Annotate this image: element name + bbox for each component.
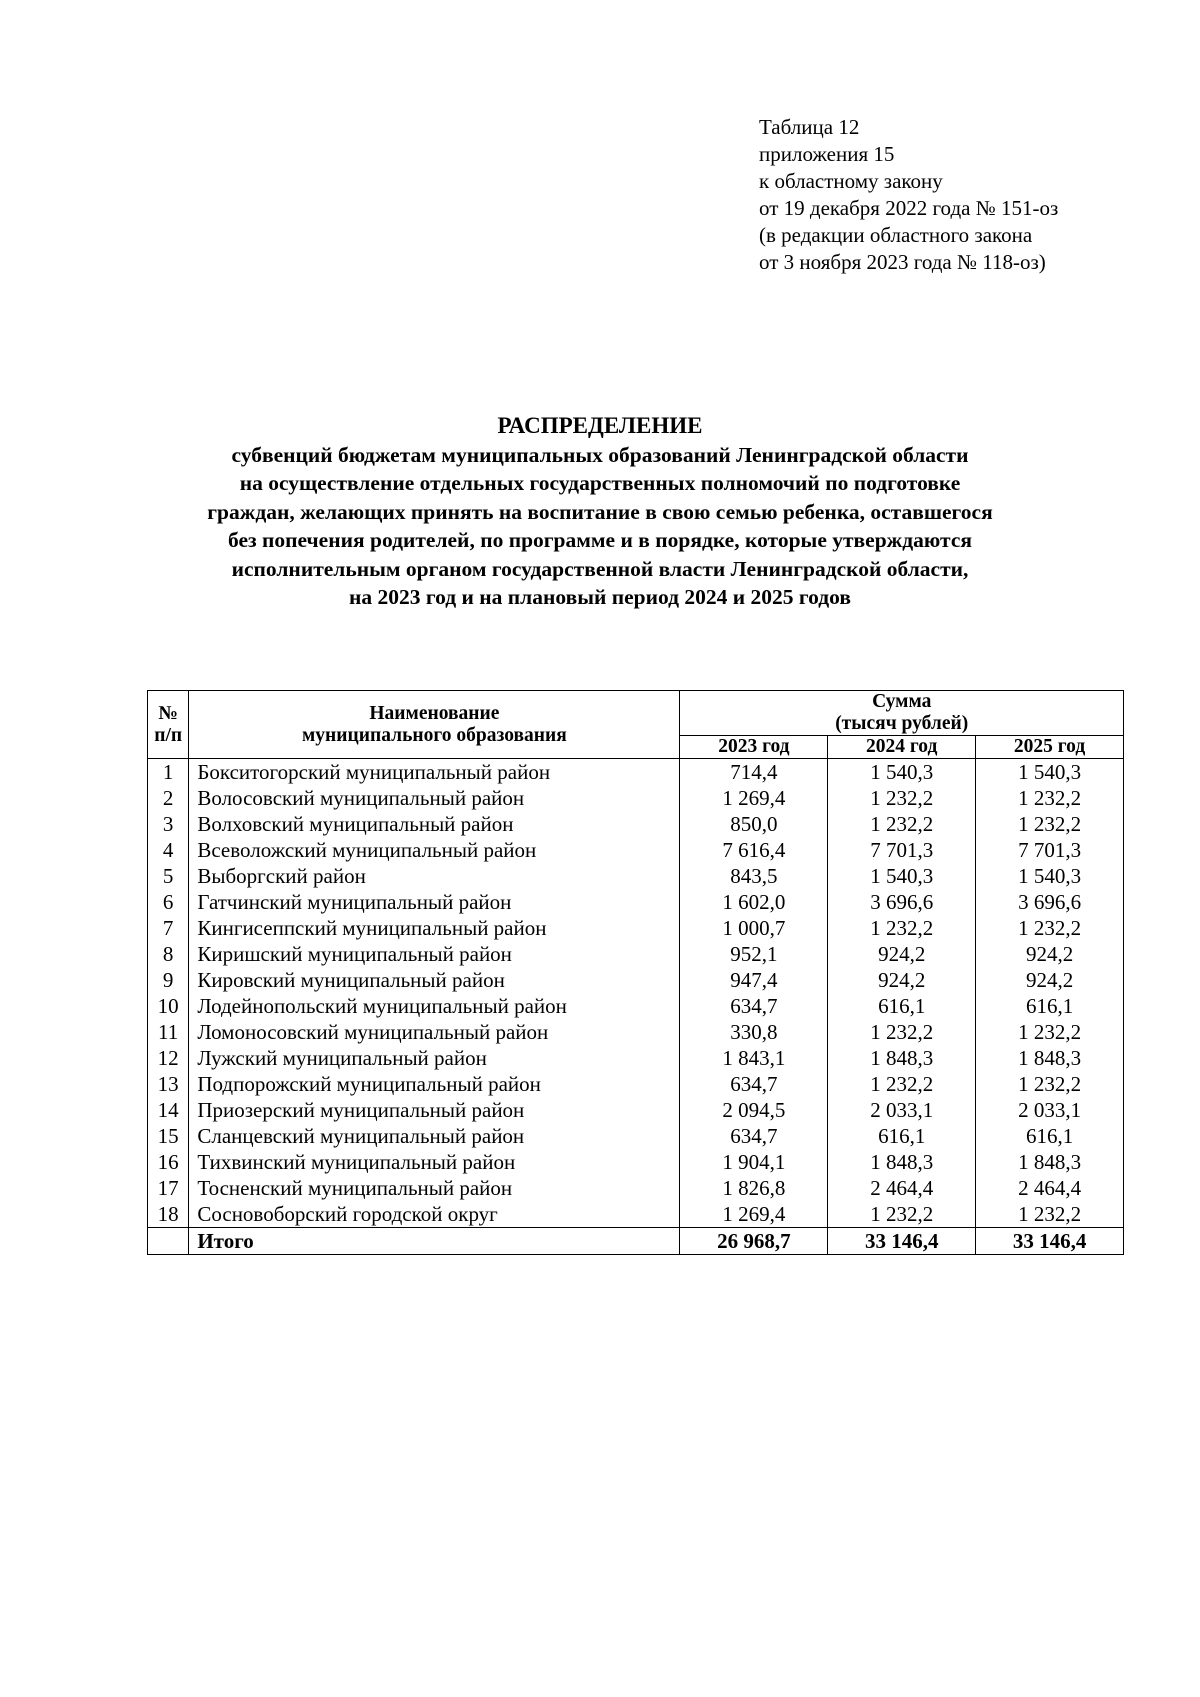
header-line: к областному закону bbox=[759, 169, 943, 193]
table-row bbox=[148, 785, 1124, 811]
row-name: Приозерский муниципальный район bbox=[189, 1097, 680, 1123]
row-name: Волховский муниципальный район bbox=[189, 811, 680, 837]
row-number: 5 bbox=[148, 863, 189, 889]
row-value-2023: 634,7 bbox=[680, 993, 828, 1019]
row-number: 3 bbox=[148, 811, 189, 837]
row-number: 13 bbox=[148, 1071, 189, 1097]
row-number: 6 bbox=[148, 889, 189, 915]
table-row bbox=[148, 915, 1124, 941]
row-value-2024: 616,1 bbox=[828, 1123, 976, 1149]
row-number: 15 bbox=[148, 1123, 189, 1149]
row-value-2024: 3 696,6 bbox=[828, 889, 976, 915]
row-value-2024: 924,2 bbox=[828, 941, 976, 967]
title-line: на осуществление отдельных государственных полномочий по подготовке bbox=[239, 471, 961, 495]
row-value-2023: 2 094,5 bbox=[680, 1097, 828, 1123]
table-body bbox=[148, 759, 1124, 1255]
total-value-2023: 26 968,7 bbox=[680, 1228, 828, 1255]
document-header bbox=[759, 114, 1058, 276]
row-value-2023: 850,0 bbox=[680, 811, 828, 837]
row-name: Кировский муниципальный район bbox=[189, 967, 680, 993]
row-value-2024: 1 232,2 bbox=[828, 915, 976, 941]
header-line: Таблица 12 bbox=[759, 115, 860, 139]
row-number: 1 bbox=[148, 759, 189, 786]
header-sum-line2: (тысяч рублей) bbox=[835, 713, 969, 734]
row-value-2023: 947,4 bbox=[680, 967, 828, 993]
row-value-2023: 952,1 bbox=[680, 941, 828, 967]
row-name: Сланцевский муниципальный район bbox=[189, 1123, 680, 1149]
row-value-2025: 3 696,6 bbox=[976, 889, 1124, 915]
row-name: Всеволожский муниципальный район bbox=[189, 837, 680, 863]
row-value-2025: 1 848,3 bbox=[976, 1045, 1124, 1071]
row-value-2023: 1 000,7 bbox=[680, 915, 828, 941]
table-row bbox=[148, 1175, 1124, 1201]
row-name: Сосновоборский городской округ bbox=[189, 1201, 680, 1228]
row-value-2024: 1 540,3 bbox=[828, 759, 976, 786]
table-row bbox=[148, 1045, 1124, 1071]
header-number-line1: № bbox=[158, 702, 178, 724]
table-row bbox=[148, 1097, 1124, 1123]
row-value-2025: 924,2 bbox=[976, 967, 1124, 993]
title-line: исполнительным органом государственной власти Ленинградской области, bbox=[231, 556, 969, 581]
row-number: 18 bbox=[148, 1201, 189, 1228]
row-number: 2 bbox=[148, 785, 189, 811]
row-number: 4 bbox=[148, 837, 189, 863]
row-value-2024: 924,2 bbox=[828, 967, 976, 993]
header-name-line2: муниципального образования bbox=[302, 724, 567, 746]
table-row bbox=[148, 837, 1124, 863]
row-name: Волосовский муниципальный район bbox=[189, 785, 680, 811]
row-value-2023: 1 269,4 bbox=[680, 785, 828, 811]
table-row bbox=[148, 967, 1124, 993]
row-name: Тихвинский муниципальный район bbox=[189, 1149, 680, 1175]
row-number: 8 bbox=[148, 941, 189, 967]
row-value-2023: 634,7 bbox=[680, 1071, 828, 1097]
table-row bbox=[148, 759, 1124, 786]
document-title bbox=[100, 412, 1100, 612]
total-value-2025: 33 146,4 bbox=[976, 1228, 1124, 1255]
row-number: 16 bbox=[148, 1149, 189, 1175]
row-value-2024: 2 464,4 bbox=[828, 1175, 976, 1201]
header-number bbox=[148, 691, 189, 759]
row-value-2023: 1 602,0 bbox=[680, 889, 828, 915]
row-name: Ломоносовский муниципальный район bbox=[189, 1019, 680, 1045]
table-row bbox=[148, 1201, 1124, 1228]
header-year-2023: 2023 год bbox=[680, 736, 828, 759]
row-name: Киришский муниципальный район bbox=[189, 941, 680, 967]
row-name: Подпорожский муниципальный район bbox=[189, 1071, 680, 1097]
row-value-2025: 1 232,2 bbox=[976, 1071, 1124, 1097]
row-value-2025: 1 232,2 bbox=[976, 1201, 1124, 1228]
header-year-2024: 2024 год bbox=[828, 736, 976, 759]
table-row bbox=[148, 1071, 1124, 1097]
table-row bbox=[148, 811, 1124, 837]
row-name: Гатчинский муниципальный район bbox=[189, 889, 680, 915]
title-line: без попечения родителей, по программе и в порядке, которые утверждаются bbox=[227, 528, 973, 552]
row-name: Кингисеппский муниципальный район bbox=[189, 915, 680, 941]
header-line: от 3 ноября 2023 года № 118-оз) bbox=[759, 250, 1046, 274]
title-main: РАСПРЕДЕЛЕНИЕ bbox=[497, 413, 703, 438]
row-name: Бокситогорский муниципальный район bbox=[189, 759, 680, 786]
row-value-2024: 1 540,3 bbox=[828, 863, 976, 889]
table-row bbox=[148, 863, 1124, 889]
row-value-2024: 1 232,2 bbox=[828, 1071, 976, 1097]
header-sum-line1: Сумма bbox=[872, 691, 932, 712]
header-sum bbox=[680, 691, 1124, 736]
header-line: (в редакции областного закона bbox=[759, 223, 1033, 247]
row-value-2025: 7 701,3 bbox=[976, 837, 1124, 863]
row-value-2023: 634,7 bbox=[680, 1123, 828, 1149]
row-number: 14 bbox=[148, 1097, 189, 1123]
row-value-2024: 2 033,1 bbox=[828, 1097, 976, 1123]
title-line: субвенций бюджетам муниципальных образований Ленинградской области bbox=[231, 442, 969, 467]
total-row bbox=[148, 1228, 1124, 1255]
header-line: приложения 15 bbox=[759, 142, 895, 166]
row-value-2025: 1 848,3 bbox=[976, 1149, 1124, 1175]
row-value-2025: 1 232,2 bbox=[976, 785, 1124, 811]
row-number: 12 bbox=[148, 1045, 189, 1071]
row-value-2023: 1 269,4 bbox=[680, 1201, 828, 1228]
row-name: Тосненский муниципальный район bbox=[189, 1175, 680, 1201]
row-value-2023: 330,8 bbox=[680, 1019, 828, 1045]
table-row bbox=[148, 1123, 1124, 1149]
row-value-2024: 1 232,2 bbox=[828, 811, 976, 837]
row-number: 10 bbox=[148, 993, 189, 1019]
row-value-2024: 7 701,3 bbox=[828, 837, 976, 863]
row-value-2025: 1 232,2 bbox=[976, 811, 1124, 837]
row-value-2023: 714,4 bbox=[680, 759, 828, 786]
row-value-2025: 1 540,3 bbox=[976, 759, 1124, 786]
row-name: Лодейнопольский муниципальный район bbox=[189, 993, 680, 1019]
row-value-2023: 1 843,1 bbox=[680, 1045, 828, 1071]
row-name: Лужский муниципальный район bbox=[189, 1045, 680, 1071]
row-value-2025: 1 540,3 bbox=[976, 863, 1124, 889]
row-value-2024: 1 848,3 bbox=[828, 1149, 976, 1175]
header-name bbox=[189, 691, 680, 759]
row-value-2024: 1 232,2 bbox=[828, 785, 976, 811]
table-row bbox=[148, 1149, 1124, 1175]
header-line: от 19 декабря 2022 года № 151-оз bbox=[759, 196, 1059, 220]
row-value-2024: 616,1 bbox=[828, 993, 976, 1019]
row-value-2023: 7 616,4 bbox=[680, 837, 828, 863]
row-number: 11 bbox=[148, 1019, 189, 1045]
header-number-line2: п/п bbox=[154, 724, 183, 746]
header-year-2025: 2025 год bbox=[976, 736, 1124, 759]
row-value-2025: 1 232,2 bbox=[976, 915, 1124, 941]
distribution-table bbox=[147, 690, 1124, 1255]
row-value-2025: 616,1 bbox=[976, 993, 1124, 1019]
row-value-2025: 2 464,4 bbox=[976, 1175, 1124, 1201]
table-row bbox=[148, 1019, 1124, 1045]
total-value-2024: 33 146,4 bbox=[828, 1228, 976, 1255]
table-row bbox=[148, 941, 1124, 967]
row-value-2023: 1 904,1 bbox=[680, 1149, 828, 1175]
row-value-2025: 924,2 bbox=[976, 941, 1124, 967]
title-line: граждан, желающих принять на воспитание в свою семью ребенка, оставшегося bbox=[207, 499, 993, 524]
row-value-2023: 843,5 bbox=[680, 863, 828, 889]
total-number bbox=[148, 1228, 189, 1255]
row-number: 17 bbox=[148, 1175, 189, 1201]
table-row bbox=[148, 889, 1124, 915]
row-value-2024: 1 232,2 bbox=[828, 1019, 976, 1045]
total-label: Итого bbox=[189, 1228, 680, 1255]
row-value-2024: 1 848,3 bbox=[828, 1045, 976, 1071]
header-name-line1: Наименование bbox=[369, 702, 500, 724]
table-row bbox=[148, 993, 1124, 1019]
row-value-2025: 1 232,2 bbox=[976, 1019, 1124, 1045]
row-number: 7 bbox=[148, 915, 189, 941]
title-line: на 2023 год и на плановый период 2024 и 2025 годов bbox=[349, 585, 851, 609]
row-value-2023: 1 826,8 bbox=[680, 1175, 828, 1201]
row-number: 9 bbox=[148, 967, 189, 993]
row-value-2025: 616,1 bbox=[976, 1123, 1124, 1149]
row-name: Выборгский район bbox=[189, 863, 680, 889]
row-value-2024: 1 232,2 bbox=[828, 1201, 976, 1228]
row-value-2025: 2 033,1 bbox=[976, 1097, 1124, 1123]
